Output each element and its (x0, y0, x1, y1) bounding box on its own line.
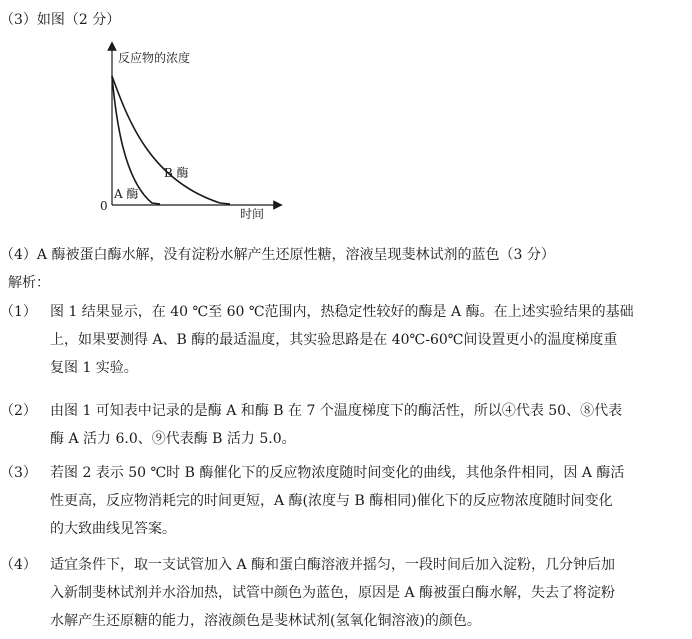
x-axis-label: 时间 (240, 207, 265, 221)
y-axis-label: 反应物的浓度 (118, 51, 191, 65)
p3-label: （3） (0, 465, 37, 481)
p1-label: （1） (0, 304, 37, 320)
p3-line-1: 若图 2 表示 50 ℃时 B 酶催化下的反应物浓度随时间变化的曲线，其他条件相同，因 A 酶活 (50, 465, 625, 481)
origin-label: 0 (100, 199, 108, 213)
item3-line (0, 10, 120, 30)
p2-label: （2） (0, 403, 37, 419)
item4-label: （4） (0, 247, 37, 263)
p1-line-2: 上，如果要测得 A、B 酶的最适温度，其实验思路是在 40℃-60℃间设置更小的温度梯度重 (50, 332, 618, 348)
analysis-paragraph-1 (0, 302, 685, 386)
p2-line-2: 酶 A 活力 6.0、⑨代表酶 B 活力 5.0。 (50, 431, 296, 447)
analysis-heading: 解析： (8, 275, 50, 291)
item3-text: 如图（2 分） (36, 12, 121, 28)
p3-line-2: 性更高，反应物消耗完的时间更短，A 酶(浓度与 B 酶相同)催化下的反应物浓度随时间变化 (50, 493, 613, 509)
curve-a-label: A 酶 (114, 187, 139, 201)
item3-label: （3） (0, 12, 37, 28)
p1-line-3: 复图 1 实验。 (50, 360, 138, 376)
p4-label: （4） (0, 557, 37, 573)
concentration-graph (90, 40, 390, 230)
analysis-paragraph-3 (0, 463, 685, 547)
analysis-paragraph-4 (0, 555, 685, 639)
p2-line-1: 由图 1 可知表中记录的是酶 A 和酶 B 在 7 个温度梯度下的酶活性，所以④代表 50、⑧代表 (50, 403, 623, 419)
curve-b (112, 76, 230, 204)
p4-line-2: 入新制斐林试剂并水浴加热，试管中颜色为蓝色，原因是 A 酶被蛋白酶水解，失去了将淀粉 (50, 585, 616, 601)
curve-b-label: B 酶 (164, 166, 189, 180)
p4-line-1: 适宜条件下，取一支试管加入 A 酶和蛋白酶溶液并摇匀，一段时间后加入淀粉，几分钟后加 (50, 557, 616, 573)
p4-line-3: 水解产生还原糖的能力，溶液颜色是斐林试剂(氢氧化铜溶液)的颜色。 (50, 613, 481, 629)
item4-text: A 酶被蛋白酶水解，没有淀粉水解产生还原性糖，溶液呈现斐林试剂的蓝色（3 分） (36, 247, 555, 263)
p3-line-3: 的大致曲线见答案。 (50, 521, 176, 537)
p1-line-1: 图 1 结果显示，在 40 ℃至 60 ℃范围内，热稳定性较好的酶是 A 酶。在上述实验结果的基础 (50, 304, 634, 320)
item4-line (0, 245, 555, 265)
analysis-paragraph-2 (0, 401, 685, 457)
